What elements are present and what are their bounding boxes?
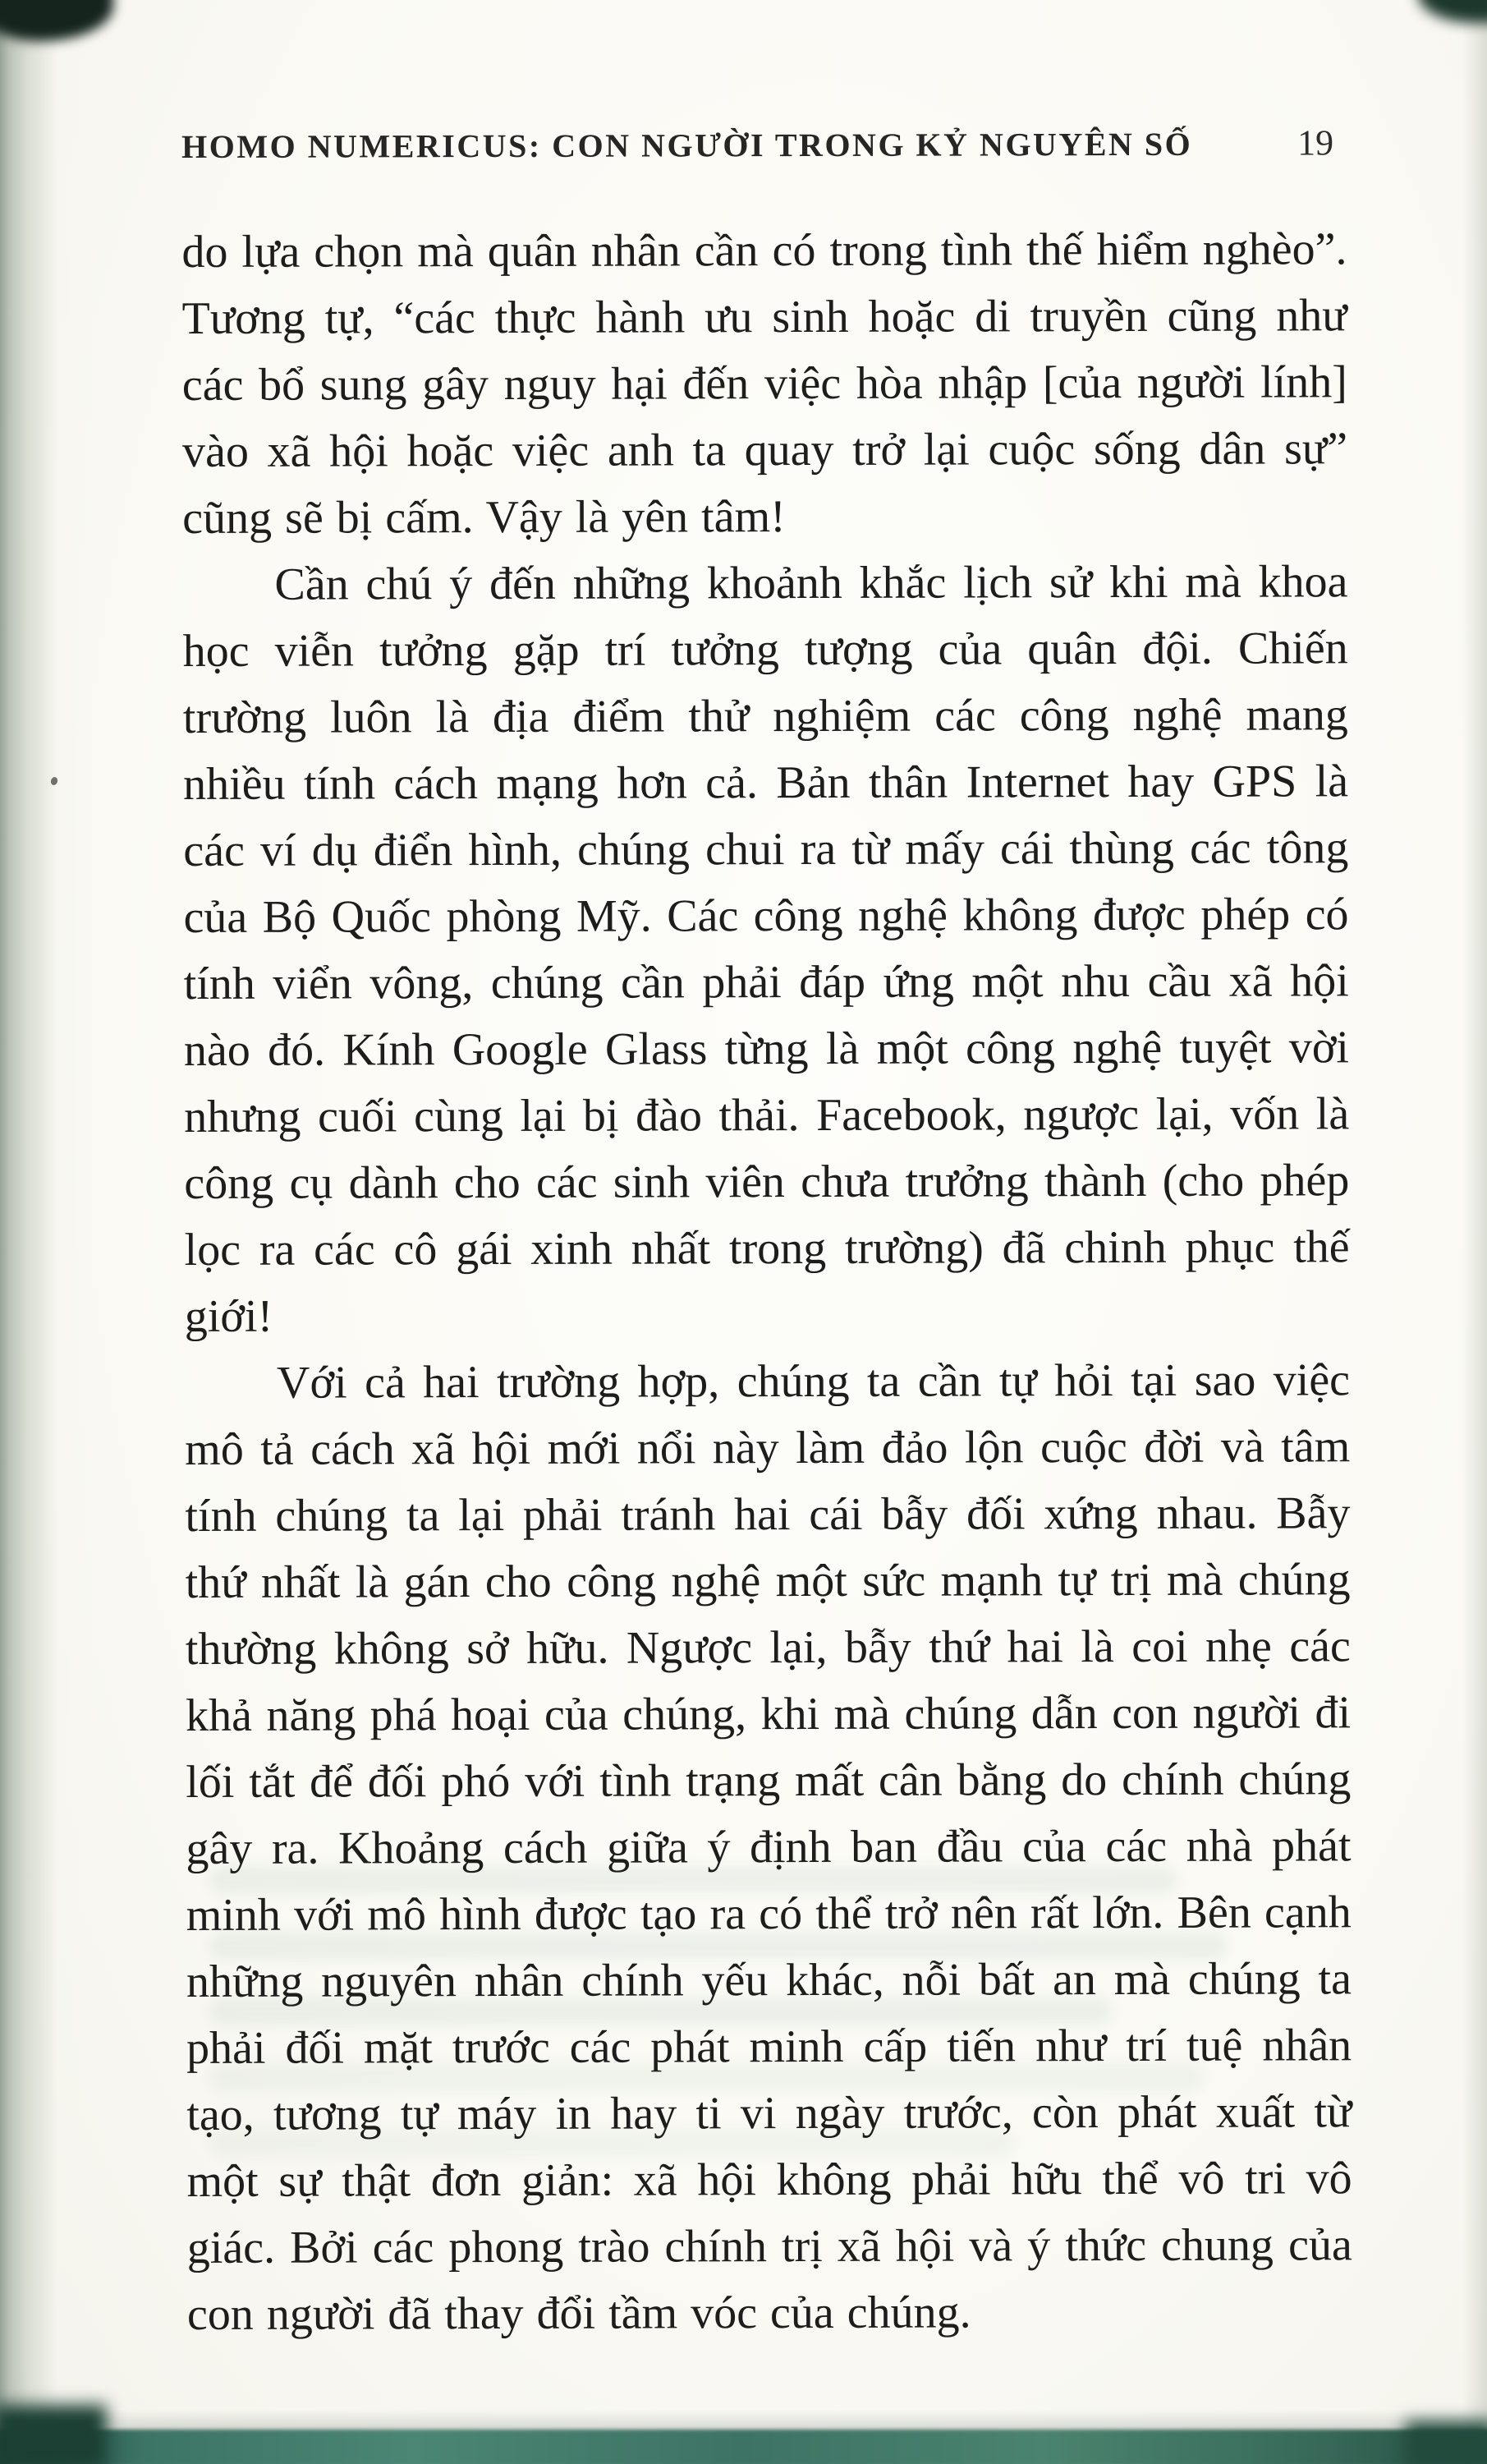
bottom-left-scan-corner <box>0 2405 107 2464</box>
book-edge-strip <box>0 2430 1487 2464</box>
body-text <box>181 216 1352 2348</box>
page-number: 19 <box>1297 122 1334 163</box>
running-header <box>181 122 1347 167</box>
left-edge-shadow <box>0 0 99 2464</box>
paragraph-2: Cần chú ý đến những khoảnh khắc lịch sử khi mà khoa học viễn tưởng gặp trí tưởng tượng của quân đội. Chiến trường luôn là địa điểm thử nghiệm các công nghệ mang nhiều tính cách mạng hơn cả. Bản thân Internet hay GPS là các ví dụ điển hình, chúng chui ra từ mấy cái thùng các tông của Bộ Quốc phòng Mỹ. Các công nghệ không được phép có tính viển vông, chúng cần phải đáp ứng một nhu cầu xã hội nào đó. Kính Google Glass từng là một công nghệ tuyệt vời nhưng cuối cùng lại bị đào thải. Facebook, ngược lại, vốn là công cụ dành cho các sinh viên chưa trưởng thành (cho phép lọc ra các cô gái xinh nhất trong trường) đã chinh phục thế giới! <box>182 556 1350 1342</box>
top-right-scan-corner <box>1418 0 1487 23</box>
right-edge-shadow <box>1462 0 1487 2464</box>
paragraph-3: Với cả hai trường hợp, chúng ta cần tự hỏi tại sao việc mô tả cách xã hội mới nổi này làm đảo lộn cuộc đời và tâm tính chúng ta lại phải tránh hai cái bẫy đối xứng nhau. Bẫy thứ nhất là gán cho công nghệ một sức mạnh tự trị mà chúng thường không sở hữu. Ngược lại, bẫy thứ hai là coi nhẹ các khả năng phá hoại của chúng, khi mà chúng dẫn con người đi lối tắt để đối phó với tình trạng mất cân bằng do chính chúng gây ra. Khoảng cách giữa ý định ban đầu của các nhà phát minh với mô hình được tạo ra có thể trở nên rất lớn. Bên cạnh những nguyên nhân chính yếu khác, nỗi bất an mà chúng ta phải đối mặt trước các phát minh cấp tiến như trí tuệ nhân tạo, tương tự máy in hay ti vi ngày trước, còn phát xuất từ một sự thật đơn giản: xã hội không phải hữu thể vô tri vô giác. Bởi các phong trào chính trị xã hội và ý thức chung của con người đã thay đổi tầm vóc của chúng. <box>185 1354 1352 2340</box>
page-content <box>181 122 1352 2348</box>
running-header-title: HOMO NUMERICUS: CON NGƯỜI TRONG KỶ NGUYÊN SỐ <box>181 125 1193 165</box>
paragraph-1: do lựa chọn mà quân nhân cần có trong tình thế hiểm nghèo”. Tương tự, “các thực hành ưu sinh hoặc di truyền cũng như các bổ sung gây nguy hại đến việc hòa nhập [của người lính] vào xã hội hoặc việc anh ta quay trở lại cuộc sống dân sự” cũng sẽ bị cấm. Vậy là yên tâm! <box>181 223 1348 544</box>
bottom-right-scan-corner <box>1405 2421 1487 2464</box>
